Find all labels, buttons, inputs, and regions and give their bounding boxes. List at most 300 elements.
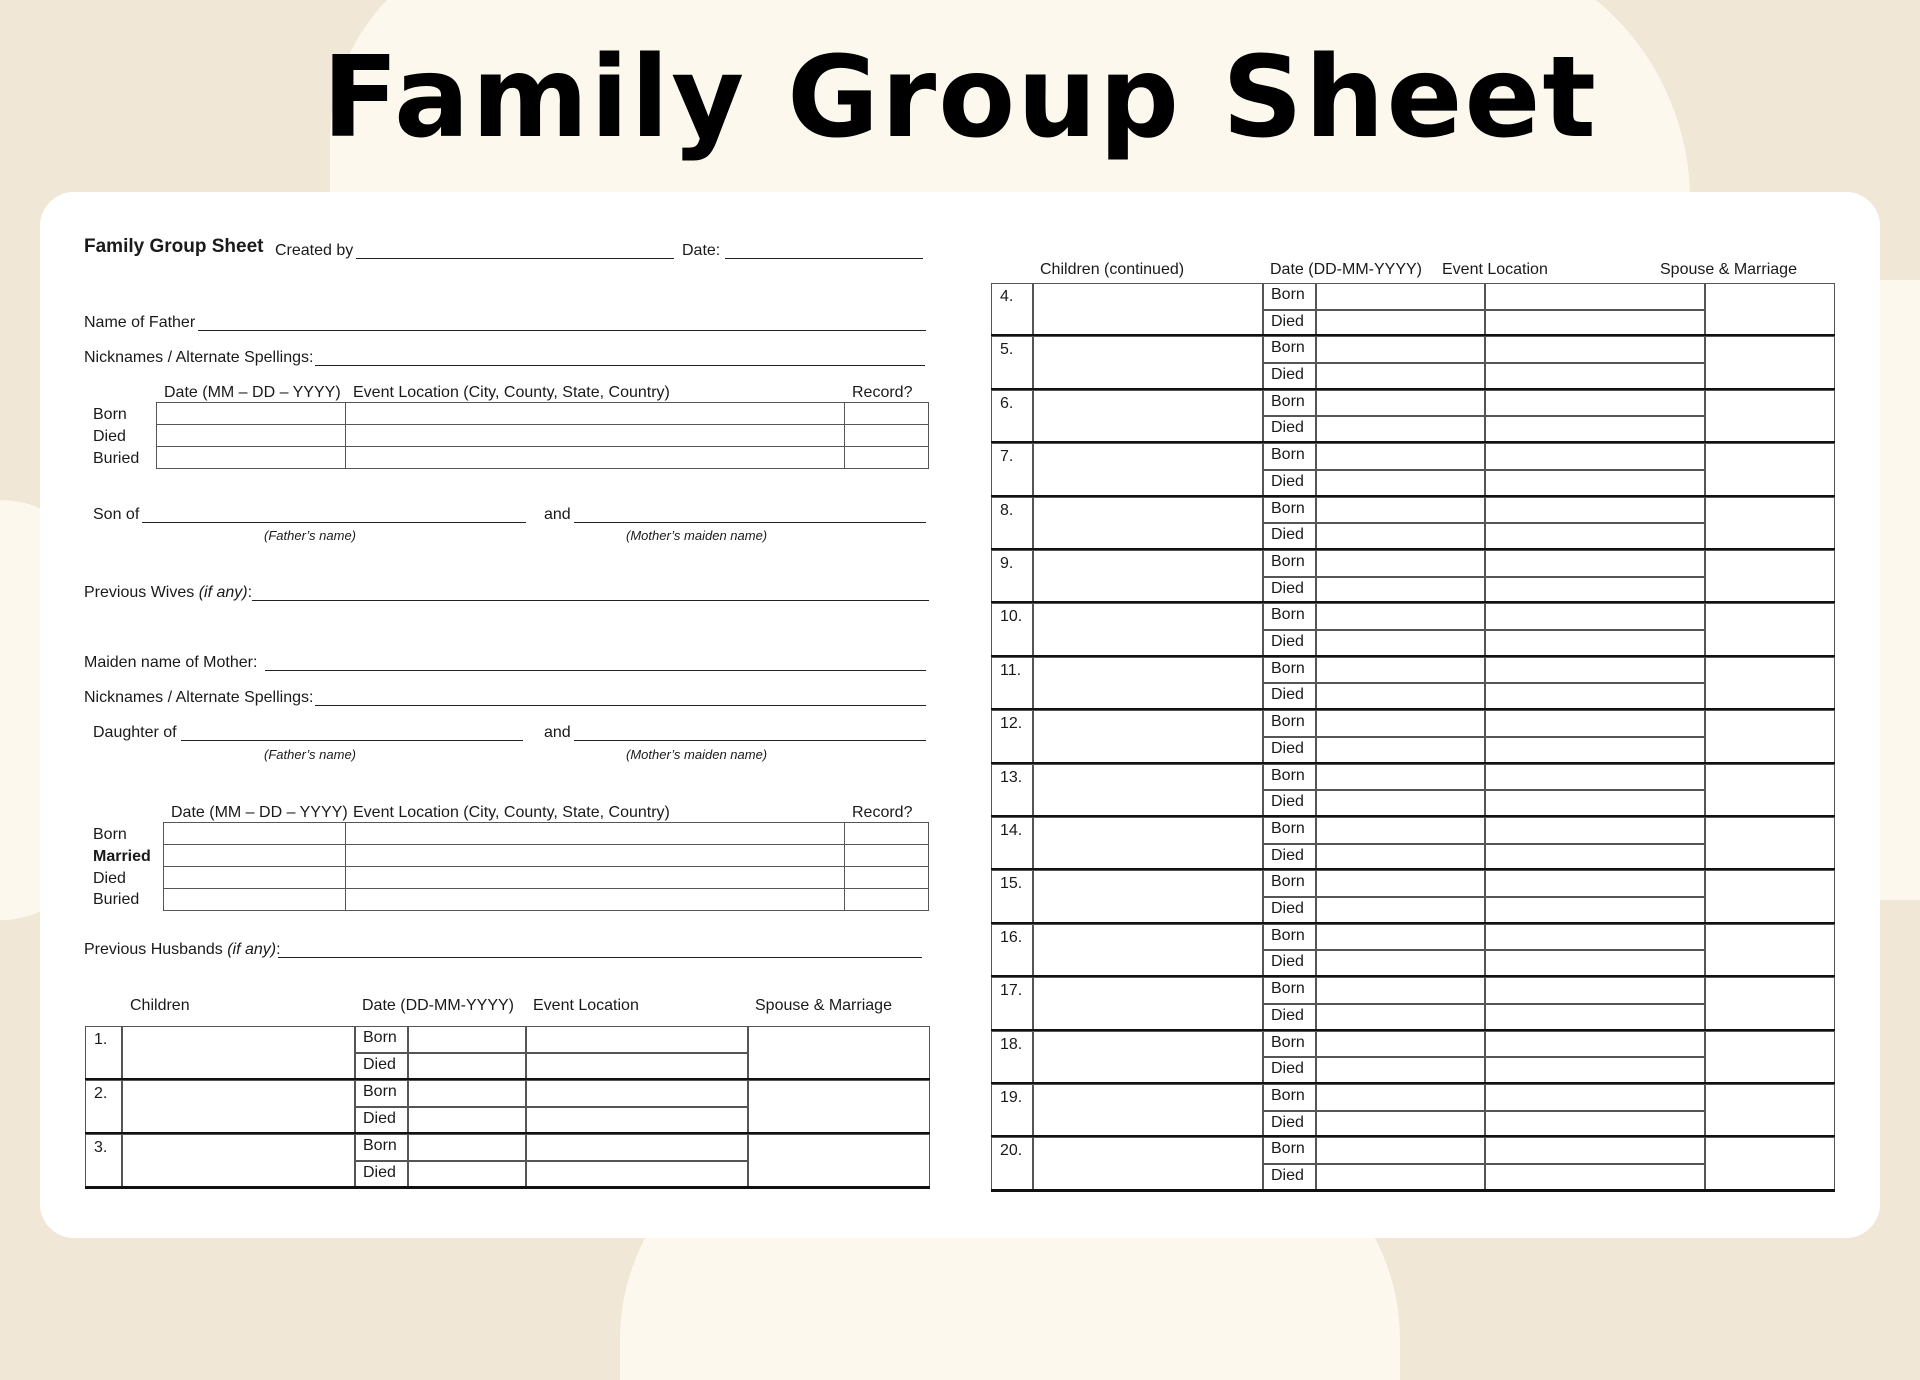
child-born-date-cell[interactable] [1316, 1084, 1485, 1111]
child-row [991, 710, 1835, 763]
mother-buried-location-cell[interactable] [346, 889, 845, 911]
born-text: Born [1271, 1140, 1305, 1158]
child-spouse-cell[interactable] [1705, 710, 1835, 763]
child-born-location-cell[interactable] [1485, 764, 1705, 791]
child-name-cell[interactable] [1033, 924, 1263, 977]
child-name-cell[interactable] [1033, 710, 1263, 763]
born-text: Born [363, 1083, 397, 1100]
child-number: 7. [1000, 448, 1014, 466]
father-born-label: Born [93, 406, 127, 423]
date-label: Date: [682, 242, 721, 259]
child-name-cell[interactable] [122, 1080, 355, 1134]
son-and-label: and [544, 506, 571, 523]
child-died-location-cell[interactable] [1485, 523, 1705, 550]
died-text: Died [363, 1056, 396, 1073]
child-died-location-cell[interactable] [1485, 363, 1705, 390]
child-number-cell [991, 817, 1033, 870]
mother-maiden-label: Maiden name of Mother: [84, 654, 258, 671]
previous-husbands-field[interactable] [278, 957, 922, 958]
died-text: Died [1271, 312, 1304, 330]
child-born-date-cell[interactable] [1316, 283, 1485, 310]
children-continued-header: Children (continued) [1040, 261, 1185, 278]
child-row [991, 657, 1835, 710]
row-divider [85, 1186, 930, 1189]
child-born-location-cell[interactable] [1485, 710, 1705, 737]
child-died-date-cell[interactable] [1316, 897, 1485, 924]
child-number-cell [991, 603, 1033, 656]
child-born-location-cell[interactable] [1485, 283, 1705, 310]
child-died-date-cell[interactable] [408, 1107, 526, 1134]
daughter-and-label: and [544, 724, 571, 741]
mother-buried-record-cell[interactable] [845, 889, 929, 911]
child-died-date-cell[interactable] [1316, 950, 1485, 977]
child-died-location-cell[interactable] [1485, 737, 1705, 764]
child-number: 13. [1000, 768, 1023, 786]
child-name-cell[interactable] [1033, 1031, 1263, 1084]
child-died-location-cell[interactable] [526, 1107, 748, 1134]
child-died-location-cell[interactable] [1485, 1164, 1705, 1191]
child-number: 4. [1000, 288, 1014, 305]
child-spouse-cell[interactable] [1705, 1031, 1835, 1084]
child-born-label [1263, 870, 1316, 897]
child-died-date-cell[interactable] [1316, 363, 1485, 390]
child-born-date-cell[interactable] [1316, 924, 1485, 951]
child-name-cell[interactable] [122, 1134, 355, 1188]
mother-born-date-cell[interactable] [164, 823, 346, 845]
child-number-cell [991, 443, 1033, 496]
child-born-label [1263, 977, 1316, 1004]
child-born-location-cell[interactable] [1485, 336, 1705, 363]
child-number: 12. [1000, 715, 1023, 733]
child-row [991, 497, 1835, 550]
child-spouse-cell[interactable] [748, 1026, 930, 1080]
died-text: Died [1271, 793, 1304, 811]
child-born-date-cell[interactable] [1316, 710, 1485, 737]
died-text: Died [1271, 472, 1304, 490]
child-born-location-cell[interactable] [1485, 1084, 1705, 1111]
child-born-label [1263, 443, 1316, 470]
child-spouse-cell[interactable] [1705, 443, 1835, 496]
child-born-label [1263, 1084, 1316, 1111]
died-text: Died [1271, 1006, 1304, 1024]
child-born-location-cell[interactable] [1485, 603, 1705, 630]
child-born-location-cell[interactable] [1485, 1031, 1705, 1058]
fathers-name-caption: (Father’s name) [264, 528, 356, 543]
child-name-cell[interactable] [1033, 1084, 1263, 1137]
child-number: 8. [1000, 501, 1014, 519]
child-born-location-cell[interactable] [1485, 443, 1705, 470]
mother-nicknames-field[interactable] [315, 705, 926, 706]
born-text: Born [1271, 980, 1305, 998]
father-buried-record-cell[interactable] [845, 447, 929, 469]
child-born-label [1263, 1031, 1316, 1058]
father-died-record-cell[interactable] [845, 425, 929, 447]
father-born-location-cell[interactable] [346, 403, 845, 425]
child-born-date-cell[interactable] [1316, 497, 1485, 524]
child-spouse-cell[interactable] [1705, 764, 1835, 817]
child-spouse-cell[interactable] [1705, 390, 1835, 443]
child-died-location-cell[interactable] [1485, 683, 1705, 710]
child-number-cell [991, 870, 1033, 923]
born-text: Born [363, 1029, 397, 1046]
child-died-label [355, 1053, 408, 1080]
child-died-label [1263, 1004, 1316, 1031]
child-died-location-cell[interactable] [1485, 310, 1705, 337]
child-born-date-cell[interactable] [1316, 977, 1485, 1004]
father-died-location-cell[interactable] [346, 425, 845, 447]
child-number-cell [991, 764, 1033, 817]
child-name-cell[interactable] [1033, 1137, 1263, 1190]
child-died-date-cell[interactable] [1316, 310, 1485, 337]
child-died-location-cell[interactable] [1485, 844, 1705, 871]
child-number: 14. [1000, 822, 1023, 839]
died-text: Died [1271, 953, 1304, 971]
child-spouse-cell[interactable] [1705, 1084, 1835, 1137]
born-text: Born [1271, 713, 1305, 731]
child-row [85, 1134, 930, 1188]
child-born-date-cell[interactable] [1316, 1137, 1485, 1164]
mother-location-header: Event Location (City, County, State, Country) [353, 804, 670, 821]
child-born-date-cell[interactable] [1316, 550, 1485, 577]
child-died-location-cell[interactable] [1485, 790, 1705, 817]
child-died-location-cell[interactable] [1485, 950, 1705, 977]
child-died-label [1263, 897, 1316, 924]
died-text: Died [1271, 579, 1304, 597]
child-born-label [1263, 283, 1316, 310]
child-died-location-cell[interactable] [1485, 1004, 1705, 1031]
mothers-maiden-caption: (Mother’s maiden name) [626, 528, 768, 543]
son-of-mother-field[interactable] [574, 522, 926, 523]
mother-married-date-cell[interactable] [164, 845, 346, 867]
child-died-date-cell[interactable] [1316, 1004, 1485, 1031]
child-died-location-cell[interactable] [1485, 577, 1705, 604]
previous-wives-label: Previous Wives (if any): [84, 584, 253, 601]
child-name-cell[interactable] [1033, 657, 1263, 710]
created-by-field[interactable] [356, 258, 674, 259]
child-number-cell [991, 710, 1033, 763]
mother-married-record-cell[interactable] [845, 845, 929, 867]
child-spouse-cell[interactable] [1705, 924, 1835, 977]
died-text: Died [1271, 686, 1304, 704]
son-of-father-field[interactable] [142, 522, 526, 523]
died-text: Died [1271, 1060, 1304, 1078]
child-born-date-cell[interactable] [1316, 817, 1485, 844]
child-died-label [1263, 363, 1316, 390]
child-born-date-cell[interactable] [408, 1134, 526, 1161]
child-died-location-cell[interactable] [526, 1161, 748, 1188]
child-row [991, 977, 1835, 1030]
child-born-location-cell[interactable] [1485, 390, 1705, 417]
mother-died-record-cell[interactable] [845, 867, 929, 889]
child-row [991, 336, 1835, 389]
child-died-label [1263, 523, 1316, 550]
date-field[interactable] [725, 258, 923, 259]
row-divider [991, 1189, 1835, 1192]
child-born-location-cell[interactable] [526, 1026, 748, 1053]
died-text: Died [1271, 419, 1304, 437]
child-died-location-cell[interactable] [1485, 1111, 1705, 1138]
child-name-cell[interactable] [1033, 603, 1263, 656]
child-born-label [1263, 817, 1316, 844]
children-continued-spouse-header: Spouse & Marriage [1660, 261, 1797, 278]
child-number: 19. [1000, 1089, 1023, 1106]
child-died-date-cell[interactable] [1316, 1111, 1485, 1138]
child-died-label [1263, 310, 1316, 337]
born-text: Born [363, 1137, 397, 1154]
child-died-date-cell[interactable] [1316, 844, 1485, 871]
child-name-cell[interactable] [122, 1026, 355, 1080]
fathers-name-caption-2: (Father’s name) [264, 747, 356, 762]
father-name-label: Name of Father [84, 314, 196, 331]
child-died-label [1263, 416, 1316, 443]
child-born-date-cell[interactable] [1316, 336, 1485, 363]
child-died-location-cell[interactable] [1485, 470, 1705, 497]
child-born-date-cell[interactable] [408, 1080, 526, 1107]
child-born-label [1263, 550, 1316, 577]
mother-married-location-cell[interactable] [346, 845, 845, 867]
child-died-location-cell[interactable] [526, 1053, 748, 1080]
child-spouse-cell[interactable] [1705, 977, 1835, 1030]
child-died-date-cell[interactable] [1316, 470, 1485, 497]
child-died-date-cell[interactable] [1316, 683, 1485, 710]
born-text: Born [1271, 1033, 1305, 1051]
child-name-cell[interactable] [1033, 390, 1263, 443]
child-number: 11. [1000, 661, 1022, 679]
born-text: Born [1271, 606, 1305, 624]
child-died-date-cell[interactable] [1316, 577, 1485, 604]
children-continued-date-header: Date (DD-MM-YYYY) [1270, 261, 1423, 278]
child-born-label [355, 1080, 408, 1107]
father-buried-date-cell[interactable] [157, 447, 346, 469]
child-died-label [1263, 950, 1316, 977]
child-died-location-cell[interactable] [1485, 897, 1705, 924]
child-died-date-cell[interactable] [408, 1161, 526, 1188]
child-number-cell [991, 1137, 1033, 1190]
child-number-cell [991, 390, 1033, 443]
child-died-location-cell[interactable] [1485, 1057, 1705, 1084]
child-name-cell[interactable] [1033, 870, 1263, 923]
father-born-date-cell[interactable] [157, 403, 346, 425]
child-born-label [1263, 764, 1316, 791]
child-row [991, 283, 1835, 336]
died-text: Died [1271, 526, 1304, 544]
sheet-title: Family Group Sheet [84, 236, 264, 257]
child-born-location-cell[interactable] [1485, 550, 1705, 577]
born-text: Born [1271, 286, 1305, 303]
child-number: 10. [1000, 608, 1023, 626]
child-spouse-cell[interactable] [1705, 497, 1835, 550]
child-name-cell[interactable] [1033, 977, 1263, 1030]
child-died-date-cell[interactable] [1316, 790, 1485, 817]
child-name-cell[interactable] [1033, 497, 1263, 550]
child-born-label [355, 1026, 408, 1053]
child-died-label [355, 1161, 408, 1188]
child-spouse-cell[interactable] [748, 1080, 930, 1134]
father-buried-location-cell[interactable] [346, 447, 845, 469]
child-born-location-cell[interactable] [526, 1134, 748, 1161]
children-continued-location-header: Event Location [1442, 261, 1548, 278]
child-born-label [1263, 390, 1316, 417]
child-number: 18. [1000, 1035, 1023, 1053]
child-died-label [1263, 470, 1316, 497]
child-spouse-cell[interactable] [1705, 550, 1835, 603]
child-row [85, 1026, 930, 1080]
father-died-label: Died [93, 428, 126, 445]
child-name-cell[interactable] [1033, 283, 1263, 336]
child-born-location-cell[interactable] [1485, 977, 1705, 1004]
child-number-cell [85, 1026, 122, 1080]
child-spouse-cell[interactable] [1705, 870, 1835, 923]
mother-buried-label: Buried [93, 891, 140, 908]
mother-died-label: Died [93, 870, 126, 887]
child-born-label [355, 1134, 408, 1161]
child-born-date-cell[interactable] [1316, 657, 1485, 684]
child-died-date-cell[interactable] [1316, 737, 1485, 764]
child-died-label [1263, 1164, 1316, 1191]
child-number: 1. [94, 1031, 108, 1048]
child-born-label [1263, 924, 1316, 951]
child-died-label [1263, 1057, 1316, 1084]
mother-died-date-cell[interactable] [164, 867, 346, 889]
mother-nicknames-label: Nicknames / Alternate Spellings: [84, 689, 314, 706]
child-number-cell [991, 657, 1033, 710]
child-died-label [1263, 630, 1316, 657]
child-spouse-cell[interactable] [1705, 603, 1835, 656]
child-born-label [1263, 710, 1316, 737]
child-died-label [1263, 844, 1316, 871]
born-text: Born [1271, 873, 1305, 891]
child-died-location-cell[interactable] [1485, 416, 1705, 443]
child-number-cell [991, 977, 1033, 1030]
child-born-date-cell[interactable] [408, 1026, 526, 1053]
died-text: Died [363, 1110, 396, 1127]
mother-buried-date-cell[interactable] [164, 889, 346, 911]
father-date-header: Date (MM – DD – YYYY) [164, 384, 341, 401]
father-nicknames-field[interactable] [315, 365, 925, 366]
child-number: 6. [1000, 394, 1014, 412]
child-died-label [1263, 683, 1316, 710]
child-died-date-cell[interactable] [1316, 1164, 1485, 1191]
child-number-cell [991, 336, 1033, 389]
created-by-label: Created by [275, 242, 354, 259]
born-text: Born [1271, 499, 1305, 517]
child-spouse-cell[interactable] [1705, 1137, 1835, 1190]
child-name-cell[interactable] [1033, 817, 1263, 870]
child-row [991, 870, 1835, 923]
child-number: 2. [94, 1085, 108, 1102]
child-row [991, 603, 1835, 656]
child-row [991, 1084, 1835, 1137]
child-born-location-cell[interactable] [1485, 924, 1705, 951]
child-born-date-cell[interactable] [1316, 603, 1485, 630]
child-spouse-cell[interactable] [1705, 336, 1835, 389]
child-number: 20. [1000, 1142, 1023, 1160]
child-died-location-cell[interactable] [1485, 630, 1705, 657]
child-born-date-cell[interactable] [1316, 1031, 1485, 1058]
child-number-cell [991, 924, 1033, 977]
child-died-date-cell[interactable] [1316, 416, 1485, 443]
child-born-location-cell[interactable] [1485, 817, 1705, 844]
child-born-location-cell[interactable] [526, 1080, 748, 1107]
mother-maiden-field[interactable] [265, 670, 926, 671]
father-died-date-cell[interactable] [157, 425, 346, 447]
son-of-label: Son of [93, 506, 140, 523]
child-died-label [355, 1107, 408, 1134]
children-spouse-header: Spouse & Marriage [755, 997, 892, 1014]
father-nicknames-label: Nicknames / Alternate Spellings: [84, 349, 314, 366]
mother-events-table [163, 822, 929, 911]
child-number-cell [85, 1080, 122, 1134]
child-born-date-cell[interactable] [1316, 443, 1485, 470]
born-text: Born [1271, 446, 1305, 464]
child-died-date-cell[interactable] [1316, 1057, 1485, 1084]
child-name-cell[interactable] [1033, 764, 1263, 817]
child-number: 15. [1000, 875, 1023, 893]
child-born-location-cell[interactable] [1485, 657, 1705, 684]
child-born-location-cell[interactable] [1485, 1137, 1705, 1164]
child-number: 16. [1000, 928, 1023, 946]
child-spouse-cell[interactable] [1705, 817, 1835, 870]
died-text: Died [363, 1164, 396, 1181]
children-location-header: Event Location [533, 997, 639, 1014]
born-text: Born [1271, 553, 1305, 570]
child-died-date-cell[interactable] [1316, 630, 1485, 657]
died-text: Died [1271, 846, 1304, 864]
child-name-cell[interactable] [1033, 336, 1263, 389]
child-number: 5. [1000, 341, 1014, 359]
mother-record-header: Record? [852, 804, 913, 821]
child-born-location-cell[interactable] [1485, 497, 1705, 524]
mother-born-location-cell[interactable] [346, 823, 845, 845]
mother-born-record-cell[interactable] [845, 823, 929, 845]
page-title: Family Group Sheet [322, 33, 1598, 163]
died-text: Died [1271, 366, 1304, 384]
child-number-cell [85, 1134, 122, 1188]
child-row [991, 924, 1835, 977]
child-name-cell[interactable] [1033, 443, 1263, 496]
died-text: Died [1271, 1113, 1304, 1131]
daughter-of-label: Daughter of [93, 724, 177, 741]
child-number-cell [991, 283, 1033, 336]
born-text: Born [1271, 820, 1305, 837]
father-born-record-cell[interactable] [845, 403, 929, 425]
child-born-location-cell[interactable] [1485, 870, 1705, 897]
child-spouse-cell[interactable] [1705, 657, 1835, 710]
mother-died-location-cell[interactable] [346, 867, 845, 889]
father-name-field[interactable] [198, 330, 926, 331]
child-spouse-cell[interactable] [1705, 283, 1835, 336]
child-born-date-cell[interactable] [1316, 390, 1485, 417]
father-record-header: Record? [852, 384, 913, 401]
child-number: 9. [1000, 555, 1014, 572]
children-header: Children [130, 997, 190, 1014]
child-born-date-cell[interactable] [1316, 870, 1485, 897]
child-spouse-cell[interactable] [748, 1134, 930, 1188]
previous-wives-field[interactable] [252, 600, 929, 601]
born-text: Born [1271, 392, 1305, 410]
child-died-date-cell[interactable] [408, 1053, 526, 1080]
child-died-date-cell[interactable] [1316, 523, 1485, 550]
daughter-of-mother-field[interactable] [574, 740, 926, 741]
father-events-table [156, 402, 929, 469]
child-row [991, 764, 1835, 817]
children-date-header: Date (DD-MM-YYYY) [362, 997, 515, 1014]
born-text: Born [1271, 766, 1305, 784]
child-name-cell[interactable] [1033, 550, 1263, 603]
child-row [991, 390, 1835, 443]
child-born-date-cell[interactable] [1316, 764, 1485, 791]
daughter-of-father-field[interactable] [181, 740, 523, 741]
